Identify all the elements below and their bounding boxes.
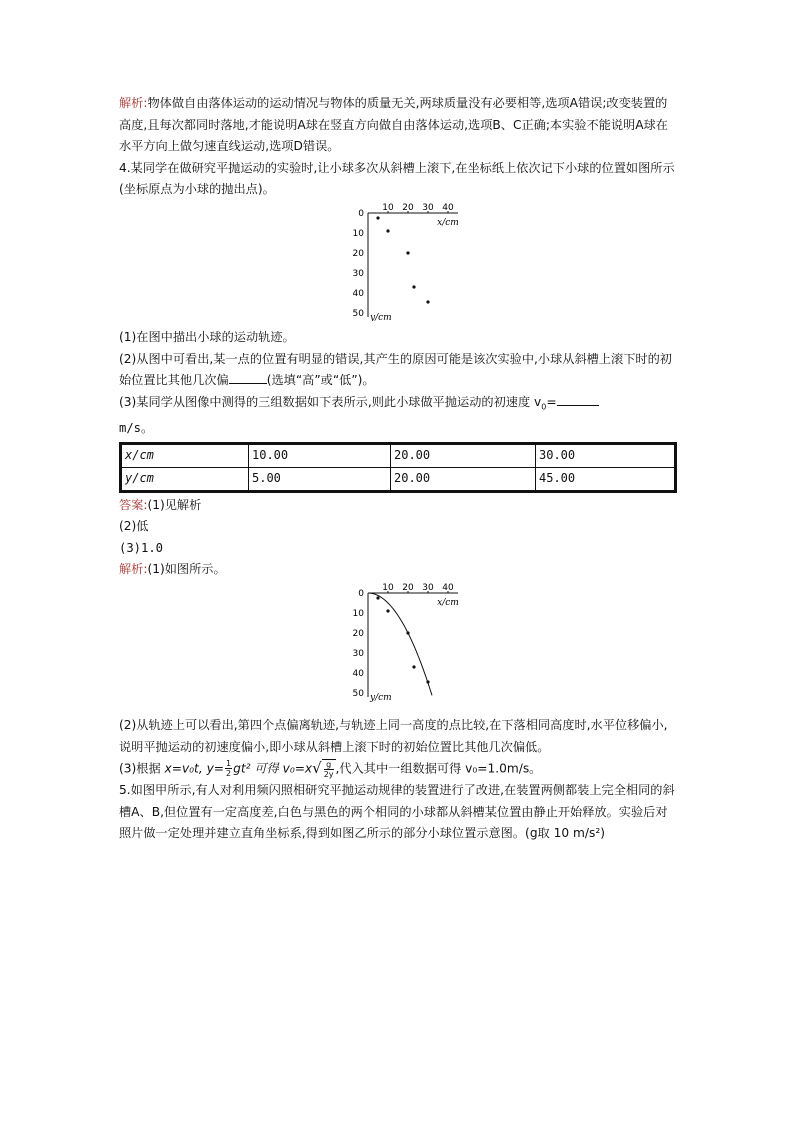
x-tick-label: 40 bbox=[442, 582, 454, 593]
table-cell: 30.00 bbox=[536, 444, 676, 468]
x-tick-label: 10 bbox=[382, 202, 394, 213]
x-tick-label: 20 bbox=[402, 202, 414, 213]
data-point bbox=[386, 229, 389, 232]
data-point bbox=[426, 680, 429, 683]
data-point bbox=[406, 631, 409, 634]
q4-sub3 bbox=[119, 392, 679, 440]
q4-stem: 4.某同学在做研究平抛运动的实验时,让小球多次从斜槽上滚下,在坐标纸上依次记下小球的位置如图所示(坐标原点为小球的抛出点)。 bbox=[119, 160, 675, 197]
answer-3: (3)1.0 bbox=[119, 540, 164, 555]
sub3-equals: = bbox=[546, 394, 557, 409]
analysis-line bbox=[119, 559, 679, 581]
analysis-3: (3)根据 x=v₀t, y= $\frac{1}{2}$ gt² 可得 v₀=x√ $\frac{g}{2y}$ ,代入其中一组数据可得 v₀=1.0m/s。 bbox=[119, 759, 542, 779]
y-axis-label: y/cm bbox=[370, 692, 392, 703]
table-cell: x/cm bbox=[121, 444, 249, 468]
data-point bbox=[412, 665, 415, 668]
answer-blank bbox=[557, 392, 599, 406]
y-tick-label: 0 bbox=[358, 588, 364, 599]
y-tick-label: 50 bbox=[352, 308, 364, 319]
analysis-label: 解析: bbox=[119, 96, 148, 110]
q4-figure bbox=[119, 203, 679, 323]
y-tick-label: 40 bbox=[352, 668, 364, 679]
table-cell: 20.00 bbox=[391, 467, 536, 491]
y-axis-label: y/cm bbox=[370, 312, 392, 321]
answer-line bbox=[119, 495, 679, 517]
table-row bbox=[121, 467, 676, 491]
x-tick-label: 10 bbox=[382, 582, 394, 593]
y-tick-label: 20 bbox=[352, 628, 364, 639]
x-tick-label: 20 bbox=[402, 582, 414, 593]
fraction: $\frac{1}{2}$ bbox=[226, 759, 232, 779]
x-axis-label: x/cm bbox=[437, 597, 459, 608]
document-page bbox=[119, 93, 679, 845]
sub2-choice: (选填“高”或“低”)。 bbox=[266, 373, 375, 388]
q4-sub2 bbox=[119, 349, 679, 392]
x-axis-label: x/cm bbox=[437, 217, 459, 228]
answer-blank bbox=[229, 370, 267, 384]
data-point bbox=[376, 596, 379, 599]
answer-1: (1)见解析 bbox=[147, 497, 202, 512]
data-point bbox=[412, 285, 415, 288]
data-point bbox=[406, 251, 409, 254]
q4-solution-figure bbox=[119, 583, 679, 711]
table-cell: 5.00 bbox=[249, 467, 391, 491]
sub3-subscript: 0 bbox=[541, 402, 547, 412]
sqrt-expression: $\frac{g}{2y}$ bbox=[323, 759, 334, 779]
y-tick-label: 30 bbox=[352, 648, 364, 659]
x-tick-label: 30 bbox=[422, 582, 434, 593]
y-tick-label: 50 bbox=[352, 688, 364, 699]
sub3-text: (3)某同学从图像中测得的三组数据如下表所示,则此小球做平抛运动的初速度 v bbox=[119, 394, 542, 409]
analysis-2: (2)从轨迹上可以看出,第四个点偏离轨迹,与轨迹上同一高度的点比较,在下落相同高度时,水平位移偏小,说明平抛运动的初速度偏小,即小球从斜槽上滚下时的初始位置比其他几次偏低。 bbox=[119, 717, 668, 754]
answer-label: 答案: bbox=[119, 497, 148, 512]
data-point bbox=[386, 609, 389, 612]
sub2-text: (2)从图中可看出,某一点的位置有明显的错误,其产生的原因可能是该次实验中,小球从斜槽上滚下时的初始位置比其他几次偏 bbox=[119, 351, 672, 388]
answer-2: (2)低 bbox=[119, 519, 149, 534]
y-tick-label: 10 bbox=[352, 228, 364, 239]
q3-analysis bbox=[119, 93, 679, 158]
x-tick-label: 30 bbox=[422, 202, 434, 213]
q4-sub1: (1)在图中描出小球的运动轨迹。 bbox=[119, 329, 295, 344]
x-tick-label: 40 bbox=[442, 202, 454, 213]
y-tick-label: 10 bbox=[352, 608, 364, 619]
y-tick-label: 30 bbox=[352, 268, 364, 279]
trajectory-curve bbox=[368, 593, 432, 695]
analysis-text: 物体做自由落体运动的运动情况与物体的质量无关,两球质量没有必要相等,选项A错误;改变装置的高度,且每次都同时落地,才能说明A球在竖直方向做自由落体运动,选项B、C正确;本实验不能说明A球在水平方向上做匀速直线运动,选项D错误。 bbox=[119, 96, 668, 154]
table-cell: 45.00 bbox=[536, 467, 676, 491]
table-cell: 10.00 bbox=[249, 444, 391, 468]
trajectory-curve-plot bbox=[335, 583, 465, 709]
data-point bbox=[376, 216, 379, 219]
trajectory-scatter-plot bbox=[335, 203, 465, 321]
data-point bbox=[426, 300, 429, 303]
y-tick-label: 0 bbox=[358, 208, 364, 219]
analysis-label: 解析: bbox=[119, 562, 148, 577]
analysis-1: (1)如图所示。 bbox=[147, 562, 226, 577]
y-tick-label: 40 bbox=[352, 288, 364, 299]
table-cell: 20.00 bbox=[391, 444, 536, 468]
data-table bbox=[119, 442, 677, 492]
q5-stem: 5.如图甲所示,有人对利用频闪照相研究平抛运动规律的装置进行了改进,在装置两侧都装上完全相同的斜槽A、B,但位置有一定高度差,白色与黑色的两个相同的小球都从斜槽某位置由静止开始释放。实验后对照片做一定处理并建立直角坐标系,得到如图乙所示的部分小球位置示意图。(g取 10 m/s²) bbox=[119, 783, 675, 841]
table-cell: y/cm bbox=[121, 467, 249, 491]
sub3-unit: m/s。 bbox=[119, 420, 154, 435]
table-row bbox=[121, 444, 676, 468]
y-tick-label: 20 bbox=[352, 248, 364, 259]
